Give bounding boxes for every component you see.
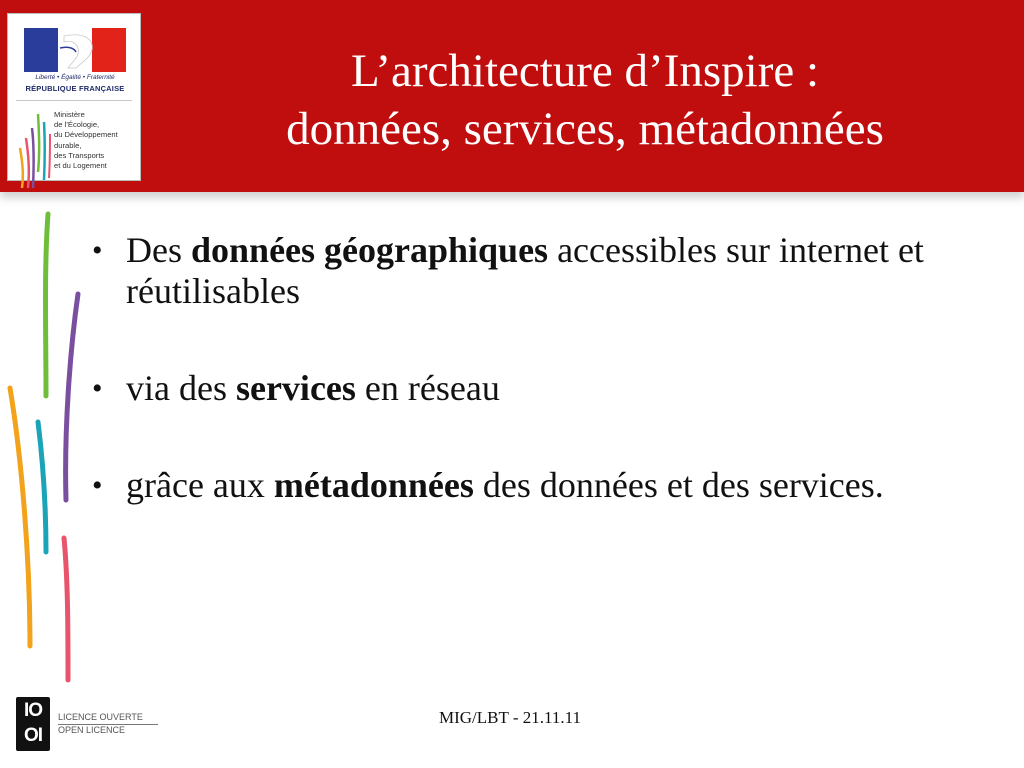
slide-title-line2: données, services, métadonnées <box>286 103 884 155</box>
bullet-list <box>86 230 986 506</box>
list-item: • grâce aux métadonnées des données et des services. <box>92 465 884 505</box>
decorative-stripes-icon <box>0 200 90 690</box>
list-item: • via des services en réseau <box>92 368 500 408</box>
slide-title-line1: L’architecture d’Inspire : <box>350 45 820 97</box>
bullet-icon: • <box>92 372 103 405</box>
republic-motto: Liberté • Égalité • Fraternité <box>35 74 115 81</box>
open-licence-logo <box>16 697 50 751</box>
licence-line1: LICENCE OUVERTE <box>58 712 158 725</box>
slide-footer: MIG/LBT - 21.11.11 <box>439 708 581 727</box>
licence-line2: OPEN LICENCE <box>58 725 126 735</box>
republic-name: RÉPUBLIQUE FRANÇAISE <box>25 84 125 93</box>
bullet-icon: • <box>92 469 103 502</box>
ministry-stripes-icon <box>14 108 54 192</box>
licence-logo-bottom: OI <box>23 725 43 746</box>
ministry-name: Ministère de l’Écologie, du Développement durable, des Transports et du Logement <box>54 110 118 171</box>
licence-label <box>58 712 158 736</box>
list-item: • Des données géographiques accessibles sur internet et réutilisables <box>92 230 924 311</box>
logo-divider <box>16 100 132 101</box>
licence-logo-top: IO <box>23 700 43 721</box>
ministry-logo <box>8 14 140 180</box>
slide-title <box>160 42 1010 158</box>
marianne-flag-icon <box>24 28 126 72</box>
header-banner <box>0 0 1024 192</box>
bullet-icon: • <box>92 234 103 267</box>
